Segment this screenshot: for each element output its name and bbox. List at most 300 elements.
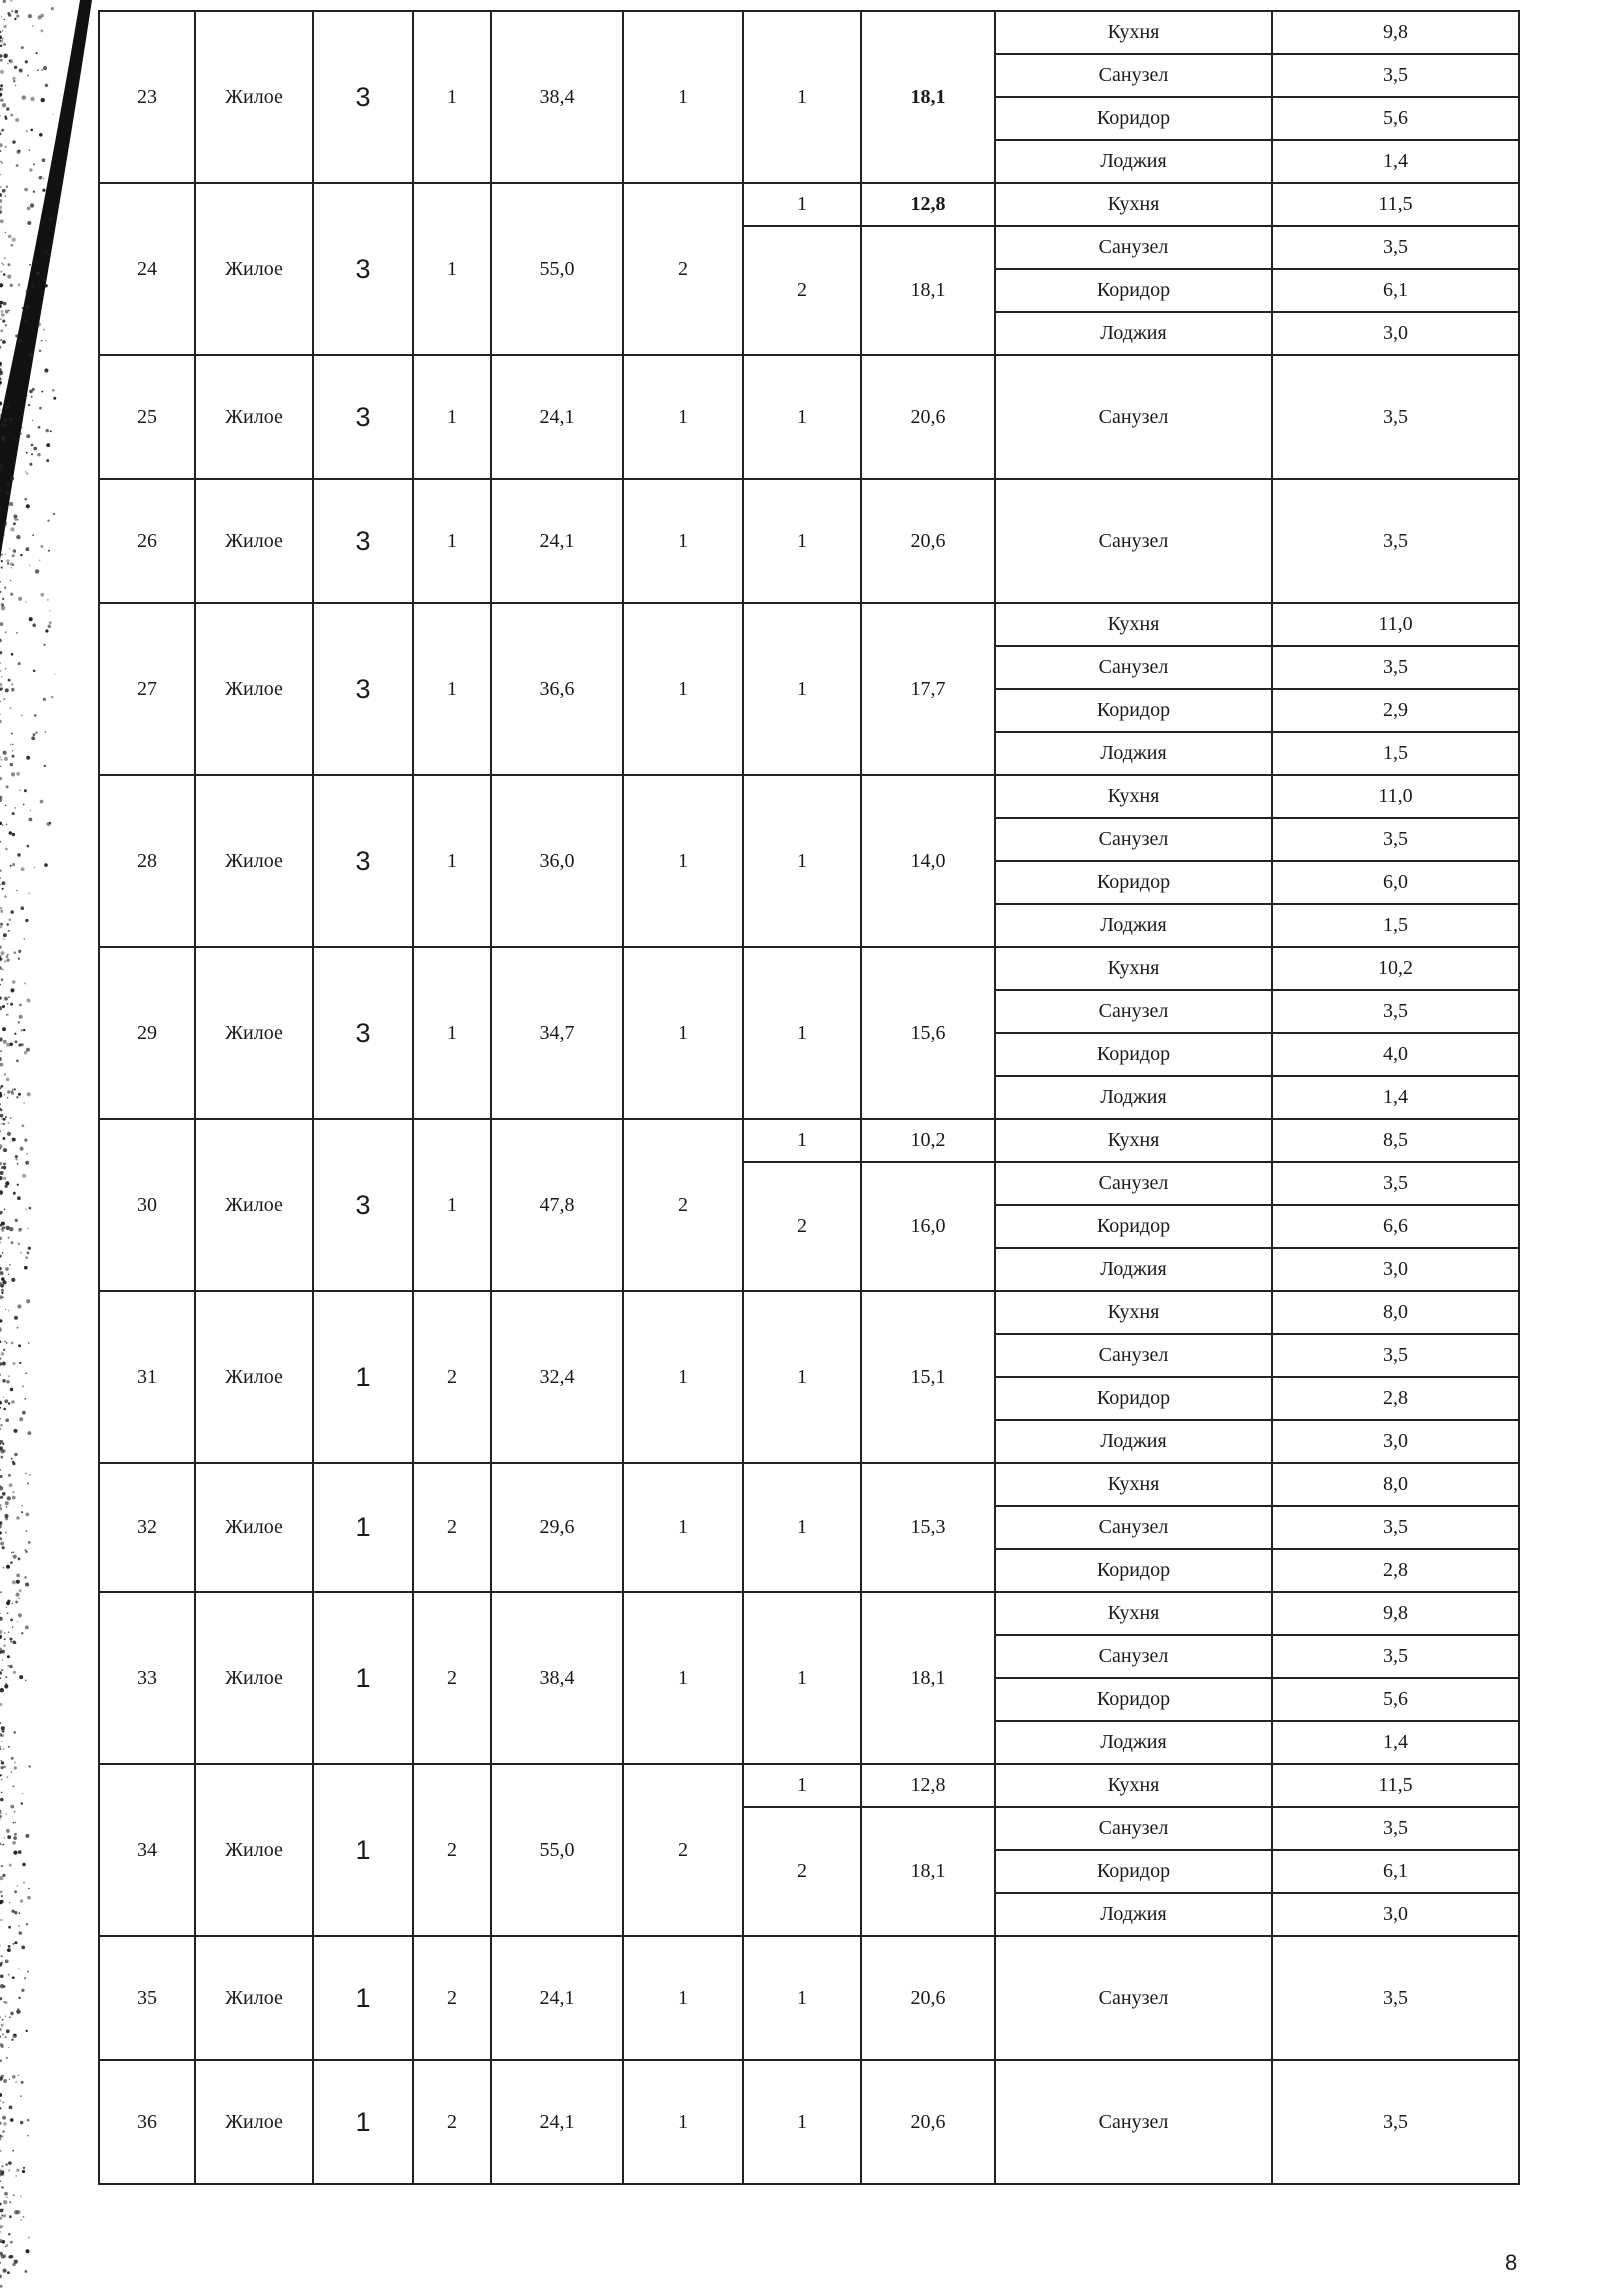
scan-speck xyxy=(2,598,4,600)
scan-speck xyxy=(1,436,5,440)
scan-speck xyxy=(0,1447,2,1451)
room-area: 20,6 xyxy=(861,479,995,603)
aux-room-name: Санузел xyxy=(995,1807,1272,1850)
apartment-type: Жилое xyxy=(195,1291,313,1463)
apartment-section: 1 xyxy=(413,11,491,183)
scan-speck xyxy=(11,683,13,685)
scan-speck xyxy=(26,452,28,454)
scan-speck xyxy=(40,593,44,597)
scan-speck xyxy=(21,1511,23,1513)
room-number: 1 xyxy=(743,183,861,226)
scan-speck xyxy=(9,60,11,62)
aux-room-name: Лоджия xyxy=(995,904,1272,947)
scan-speck xyxy=(5,631,7,633)
scan-speck xyxy=(18,1021,20,1023)
scan-speck xyxy=(7,1612,9,1614)
scan-speck xyxy=(3,0,6,3)
scan-speck xyxy=(11,10,13,12)
room-area: 15,3 xyxy=(861,1463,995,1592)
scan-speck xyxy=(39,176,42,179)
apartment-rooms-count: 2 xyxy=(623,1119,743,1291)
aux-room-name: Кухня xyxy=(995,1764,1272,1807)
scan-speck xyxy=(10,114,13,117)
scan-speck xyxy=(2,2240,6,2244)
scan-speck xyxy=(0,907,2,910)
apartment-section: 2 xyxy=(413,1592,491,1764)
scan-speck xyxy=(5,668,7,670)
scan-speck xyxy=(28,1228,29,1229)
scan-speck xyxy=(0,35,2,39)
scan-speck xyxy=(6,1342,8,1344)
scan-speck xyxy=(29,1207,32,1210)
aux-room-area: 5,6 xyxy=(1272,97,1519,140)
scan-speck xyxy=(0,2043,3,2046)
aux-room-area: 2,8 xyxy=(1272,1549,1519,1592)
scan-speck xyxy=(19,1015,23,1019)
scan-speck xyxy=(27,221,31,225)
aux-room-name: Коридор xyxy=(995,861,1272,904)
scan-speck xyxy=(0,1295,3,1299)
aux-room-name: Лоджия xyxy=(995,732,1272,775)
scan-speck xyxy=(0,2231,2,2233)
scan-speck xyxy=(14,518,17,521)
scan-speck xyxy=(3,1748,4,1749)
scan-speck xyxy=(0,1900,4,1904)
scan-speck xyxy=(3,751,7,755)
aux-room-name: Кухня xyxy=(995,1119,1272,1162)
scan-speck xyxy=(0,1428,1,1430)
aux-room-area: 3,5 xyxy=(1272,1506,1519,1549)
scan-speck xyxy=(0,1648,2,1652)
scan-speck xyxy=(47,599,49,601)
room-number: 2 xyxy=(743,1162,861,1291)
scan-speck xyxy=(0,186,2,188)
scan-speck xyxy=(0,1176,3,1180)
scan-speck xyxy=(18,1597,20,1599)
scan-speck xyxy=(5,146,7,148)
scan-speck xyxy=(0,1237,2,1241)
scan-speck xyxy=(4,1341,5,1342)
scan-speck xyxy=(8,310,10,312)
scan-speck xyxy=(1,2075,4,2078)
scan-speck xyxy=(0,1630,3,1634)
scan-speck xyxy=(0,2172,4,2176)
scan-speck xyxy=(10,865,12,867)
scan-speck xyxy=(0,1496,3,1499)
scan-speck xyxy=(19,790,20,791)
scan-speck xyxy=(4,2036,6,2038)
aux-room-area: 1,4 xyxy=(1272,1721,1519,1764)
scan-speck xyxy=(8,1402,10,1404)
scan-speck xyxy=(0,283,3,287)
scan-speck xyxy=(10,1561,13,1564)
scan-speck xyxy=(8,1310,9,1311)
scan-speck xyxy=(10,2012,14,2016)
scan-speck xyxy=(0,304,2,308)
scan-speck xyxy=(7,1132,11,1136)
scan-speck xyxy=(3,43,6,46)
scan-speck xyxy=(0,381,2,385)
scan-speck xyxy=(0,489,2,491)
scan-speck xyxy=(18,597,22,601)
apartment-rooms-count: 1 xyxy=(623,1291,743,1463)
apartment-type: Жилое xyxy=(195,2060,313,2184)
scan-speck xyxy=(0,910,3,913)
scan-speck xyxy=(9,831,12,834)
scan-speck xyxy=(2,969,4,971)
scan-speck xyxy=(50,241,54,245)
scan-speck xyxy=(6,2197,7,2198)
scan-speck xyxy=(29,463,32,466)
scan-speck xyxy=(0,701,1,703)
scan-speck xyxy=(1,2226,3,2228)
aux-room-area: 6,1 xyxy=(1272,269,1519,312)
scan-speck xyxy=(11,1241,14,1244)
scan-speck xyxy=(1,1741,2,1742)
scan-speck xyxy=(46,443,50,447)
scan-speck xyxy=(2,1492,6,1496)
scan-speck xyxy=(10,1641,12,1643)
scan-speck xyxy=(33,670,36,673)
scan-speck xyxy=(0,2036,1,2038)
aux-room-area: 3,5 xyxy=(1272,1936,1519,2060)
scan-speck xyxy=(4,55,7,58)
scan-speck xyxy=(26,434,30,438)
scan-speck xyxy=(14,438,18,442)
scan-speck xyxy=(20,1899,23,1902)
scan-speck xyxy=(0,2028,2,2031)
scan-speck xyxy=(0,1613,1,1615)
scan-speck xyxy=(12,863,15,866)
scan-speck xyxy=(17,853,21,857)
scan-speck xyxy=(8,1974,10,1976)
scan-speck xyxy=(0,1975,4,1979)
table-row xyxy=(99,1936,1519,2060)
scan-speck xyxy=(0,1103,1,1105)
scan-speck xyxy=(0,1144,2,1148)
scan-speck xyxy=(0,1358,1,1360)
scan-speck xyxy=(0,1108,2,1111)
scan-speck xyxy=(14,1833,17,1836)
scan-speck xyxy=(0,1774,2,1776)
scan-speck xyxy=(18,1344,21,1347)
scan-speck xyxy=(44,644,46,646)
scan-speck xyxy=(0,822,2,826)
scan-speck xyxy=(17,519,19,521)
room-area: 12,8 xyxy=(861,183,995,226)
aux-room-area: 3,0 xyxy=(1272,1893,1519,1936)
scan-speck xyxy=(6,405,10,409)
aux-room-area: 3,5 xyxy=(1272,1162,1519,1205)
scan-speck xyxy=(1,1085,4,1088)
scan-speck xyxy=(0,1766,3,1769)
scan-speck xyxy=(11,1400,14,1403)
scan-speck xyxy=(27,1092,31,1096)
scan-speck xyxy=(12,564,14,566)
scan-speck xyxy=(19,1675,23,1679)
scan-speck xyxy=(12,755,15,758)
scan-speck xyxy=(0,93,2,97)
scan-speck xyxy=(22,1385,24,1387)
scan-speck xyxy=(0,2174,1,2176)
scan-speck xyxy=(0,371,3,375)
scan-speck xyxy=(16,890,18,892)
scan-speck xyxy=(3,2001,5,2003)
scan-speck xyxy=(49,621,52,624)
scan-speck xyxy=(5,2015,7,2017)
scan-speck xyxy=(0,2035,1,2036)
scan-speck xyxy=(21,715,23,717)
apartment-floor: 3 xyxy=(313,1119,413,1291)
scan-speck xyxy=(20,1252,22,1254)
scan-speck xyxy=(10,593,13,596)
scan-speck xyxy=(13,549,16,552)
apartment-total-area: 36,6 xyxy=(491,603,623,775)
scan-speck xyxy=(1,603,5,607)
scan-speck xyxy=(12,1496,16,1500)
apartment-section: 1 xyxy=(413,947,491,1119)
scan-speck xyxy=(5,1683,7,1685)
scan-speck xyxy=(26,2030,28,2032)
scan-speck xyxy=(26,395,28,397)
scan-speck xyxy=(2,1844,4,1846)
scan-speck xyxy=(12,1089,14,1091)
scan-speck xyxy=(44,731,46,733)
scan-speck xyxy=(53,397,56,400)
scan-speck xyxy=(46,822,50,826)
scan-speck xyxy=(24,188,28,192)
apartment-type: Жилое xyxy=(195,603,313,775)
room-number: 1 xyxy=(743,1291,861,1463)
scan-speck xyxy=(3,1985,5,1987)
scan-speck xyxy=(14,1429,18,1433)
scan-speck xyxy=(17,1196,21,1200)
scan-speck xyxy=(11,1092,14,1095)
scan-speck xyxy=(10,988,14,992)
scan-speck xyxy=(0,1984,4,1988)
scan-speck xyxy=(3,2079,7,2083)
scan-speck xyxy=(17,1327,19,1329)
scan-speck xyxy=(0,1224,3,1227)
scan-speck xyxy=(22,1124,25,1127)
scan-speck xyxy=(10,1141,11,1142)
scan-speck xyxy=(12,2263,15,2266)
scan-speck xyxy=(0,386,1,387)
scan-speck xyxy=(0,1507,2,1510)
scan-speck xyxy=(7,1600,10,1603)
scan-speck xyxy=(0,318,2,320)
table-row xyxy=(99,2060,1519,2184)
scan-speck xyxy=(25,1256,28,1259)
scan-speck xyxy=(2,1362,6,1366)
aux-room-name: Санузел xyxy=(995,1506,1272,1549)
scan-speck xyxy=(13,522,16,525)
scan-speck xyxy=(9,918,12,921)
scan-speck xyxy=(0,1374,1,1376)
scan-speck xyxy=(0,346,1,349)
apartment-section: 1 xyxy=(413,183,491,355)
scan-speck xyxy=(27,2119,30,2122)
scan-speck xyxy=(0,1211,2,1215)
scan-speck xyxy=(26,1048,30,1052)
scan-speck xyxy=(0,1651,2,1654)
scan-speck xyxy=(11,688,15,692)
aux-room-area: 6,1 xyxy=(1272,1850,1519,1893)
scan-speck xyxy=(27,1971,29,1973)
scan-speck xyxy=(26,130,28,132)
scan-speck xyxy=(0,796,3,799)
scan-speck xyxy=(9,1483,13,1487)
scan-speck xyxy=(12,833,15,836)
scan-speck xyxy=(5,688,9,692)
scan-speck xyxy=(1,554,3,556)
scan-speck xyxy=(11,653,14,656)
scan-speck xyxy=(0,1340,1,1343)
scan-speck xyxy=(23,1102,25,1104)
aux-room-area: 3,5 xyxy=(1272,54,1519,97)
scan-speck xyxy=(0,2172,3,2175)
scan-speck xyxy=(14,1911,17,1914)
scan-speck xyxy=(11,2039,13,2041)
scan-speck xyxy=(41,98,45,102)
scan-speck xyxy=(0,174,1,176)
scan-speck xyxy=(8,1926,11,1929)
room-area: 17,7 xyxy=(861,603,995,775)
scan-speck xyxy=(41,176,42,177)
scan-speck xyxy=(6,1829,10,1833)
scan-speck xyxy=(0,1760,2,1762)
scan-speck xyxy=(0,966,2,970)
scan-speck xyxy=(0,1284,4,1288)
scan-speck xyxy=(18,1044,21,1047)
scan-speck xyxy=(4,1645,6,1647)
scan-speck xyxy=(28,893,30,895)
scan-speck xyxy=(14,1088,16,1090)
table-body xyxy=(99,11,1519,2184)
scan-speck xyxy=(44,368,48,372)
aux-room-name: Санузел xyxy=(995,990,1272,1033)
scan-speck xyxy=(6,1506,8,1508)
scan-speck xyxy=(10,2255,13,2258)
scan-speck xyxy=(2,1379,6,1383)
apartment-rooms-count: 1 xyxy=(623,1936,743,2060)
apartment-floor: 1 xyxy=(313,2060,413,2184)
scan-speck xyxy=(17,2008,19,2010)
scan-speck xyxy=(6,2029,10,2033)
scan-speck xyxy=(0,1256,1,1258)
scan-speck xyxy=(5,232,6,233)
scan-speck xyxy=(0,1703,2,1706)
scan-speck xyxy=(43,178,45,180)
scan-speck xyxy=(16,2010,20,2014)
scan-speck xyxy=(49,217,53,221)
aux-room-area: 10,2 xyxy=(1272,947,1519,990)
scan-speck xyxy=(3,1148,7,1152)
scan-speck xyxy=(0,1617,3,1621)
apartment-section: 1 xyxy=(413,603,491,775)
scan-speck xyxy=(29,390,33,394)
scan-speck xyxy=(24,938,26,940)
scan-speck xyxy=(12,1491,14,1493)
room-number: 1 xyxy=(743,603,861,775)
scan-speck xyxy=(0,271,2,273)
scan-speck xyxy=(43,698,46,701)
scan-speck xyxy=(0,1469,1,1471)
scan-speck xyxy=(12,1976,15,1979)
scan-speck xyxy=(6,1565,10,1569)
scan-speck xyxy=(29,149,31,151)
scan-speck xyxy=(1,1761,4,1764)
scan-speck xyxy=(8,2233,10,2235)
scan-speck xyxy=(8,1273,10,1275)
scan-speck xyxy=(3,2102,5,2104)
scan-speck xyxy=(5,1116,7,1118)
scan-speck xyxy=(1,951,5,955)
scan-speck xyxy=(4,1514,8,1518)
scan-speck xyxy=(26,294,28,296)
scan-speck xyxy=(41,391,43,393)
scan-speck xyxy=(10,527,14,531)
scan-speck xyxy=(8,1375,10,1377)
scan-speck xyxy=(2,2226,3,2227)
scan-speck xyxy=(4,2192,8,2196)
scan-speck xyxy=(15,1040,18,1043)
scan-speck xyxy=(19,1362,21,1364)
scan-speck xyxy=(25,1473,26,1474)
scan-speck xyxy=(12,1841,15,1844)
scan-speck xyxy=(16,1593,20,1597)
scan-speck xyxy=(0,1269,1,1271)
scan-speck xyxy=(10,707,12,709)
aux-room-name: Санузел xyxy=(995,646,1272,689)
scan-speck xyxy=(19,1417,23,1421)
scan-speck xyxy=(15,807,16,808)
scan-speck xyxy=(0,1271,4,1275)
scan-speck xyxy=(4,1094,5,1095)
scan-speck xyxy=(0,1418,1,1419)
scan-speck xyxy=(0,199,2,203)
scan-speck xyxy=(6,2057,9,2060)
scan-speck xyxy=(0,401,2,405)
scan-speck xyxy=(10,910,14,914)
aux-room-area: 4,0 xyxy=(1272,1033,1519,1076)
scan-speck xyxy=(48,550,50,552)
scan-speck xyxy=(18,1228,22,1232)
scan-speck xyxy=(12,1626,13,1627)
aux-room-area: 11,5 xyxy=(1272,183,1519,226)
apartment-rooms-count: 1 xyxy=(623,947,743,1119)
scan-speck xyxy=(28,1541,31,1544)
scan-speck xyxy=(13,1822,15,1824)
scan-speck xyxy=(22,1863,25,1866)
aux-room-area: 9,8 xyxy=(1272,11,1519,54)
scan-speck xyxy=(35,569,39,573)
scan-speck xyxy=(10,476,14,480)
scan-speck xyxy=(15,10,19,14)
aux-room-area: 8,0 xyxy=(1272,1291,1519,1334)
scan-speck xyxy=(1,1228,3,1230)
scan-speck xyxy=(3,2200,7,2204)
scan-speck xyxy=(8,2169,10,2171)
apartment-total-area: 24,1 xyxy=(491,355,623,479)
apartment-floor: 3 xyxy=(313,183,413,355)
scan-speck xyxy=(14,1811,16,1813)
scan-speck xyxy=(16,15,19,18)
aux-room-name: Кухня xyxy=(995,11,1272,54)
scan-speck xyxy=(0,1475,3,1478)
scan-speck xyxy=(25,1549,27,1551)
scan-speck xyxy=(0,2275,2,2279)
